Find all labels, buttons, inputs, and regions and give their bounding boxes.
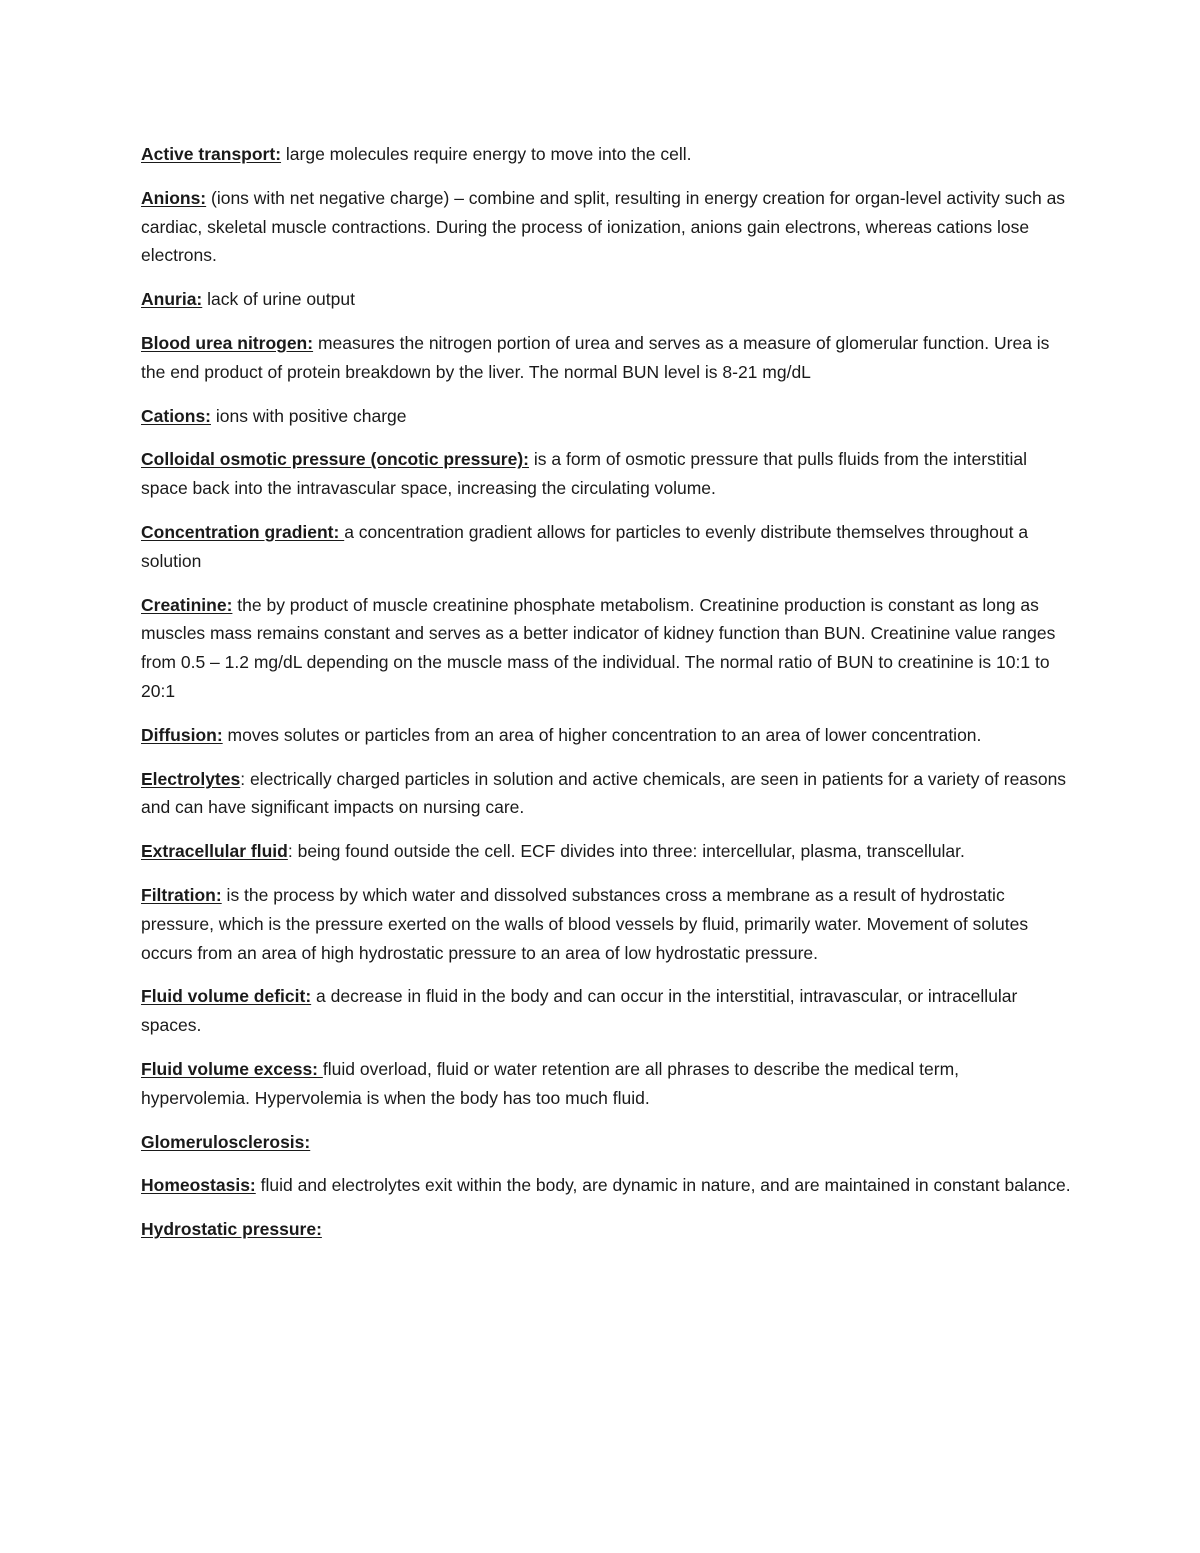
term-label: Glomerulosclerosis: bbox=[141, 1131, 311, 1152]
term-definition: is a form of osmotic pressure that pulls fluids from the interstitial space back into the intravascular space, increasing the circulating volume. bbox=[141, 449, 1027, 499]
term-label: Anuria: bbox=[141, 289, 203, 310]
term-definition: ions with positive charge bbox=[211, 405, 407, 426]
term-definition: fluid and electrolytes exit within the body, are dynamic in nature, and are maintained in constant balance. bbox=[255, 1175, 1071, 1196]
term-definition: measures the nitrogen portion of urea and serves as a measure of glomerular function. Urea is the end product of protein breakdown by the liver. The normal BUN level is 8-21 mg/dL bbox=[141, 332, 1050, 382]
term-label: Concentration gradient: bbox=[141, 521, 345, 542]
term-definition: a concentration gradient allows for particles to evenly distribute themselves throughout a solution bbox=[141, 521, 1029, 571]
term-definition: (ions with net negative charge) – combine and split, resulting in energy creation for organ-level activity such as cardiac, skeletal muscle contractions. During the process of ionization, anions gain electrons, whereas cations lose electrons. bbox=[141, 187, 1066, 266]
document-page bbox=[141, 140, 1071, 1259]
term-label: Active transport: bbox=[141, 144, 282, 164]
term-label: Cations: bbox=[141, 405, 211, 426]
term-label: Homeostasis: bbox=[141, 1175, 256, 1196]
glossary-entry-glomerulosclerosis bbox=[141, 1128, 1071, 1157]
term-definition: : electrically charged particles in solution and active chemicals, are seen in patients for a variety of reasons and can have significant impacts on nursing care. bbox=[141, 768, 1067, 818]
glossary-entry-fluid-volume-deficit bbox=[141, 982, 1071, 1040]
glossary-entry-creatinine bbox=[141, 591, 1071, 706]
term-label: Anions: bbox=[141, 187, 207, 208]
glossary-entry-active-transport bbox=[141, 140, 1071, 169]
term-definition: fluid overload, fluid or water retention are all phrases to describe the medical term, hypervolemia. Hypervolemia is when the body has too much fluid. bbox=[141, 1058, 960, 1108]
term-label: Creatinine: bbox=[141, 594, 233, 615]
glossary-entry-diffusion bbox=[141, 721, 1071, 750]
term-definition: lack of urine output bbox=[202, 289, 355, 310]
term-label: Hydrostatic pressure: bbox=[141, 1219, 322, 1240]
term-label: Diffusion: bbox=[141, 724, 223, 745]
glossary-entry-fluid-volume-excess bbox=[141, 1055, 1071, 1113]
glossary-entry-colloidal-osmotic-pressure bbox=[141, 445, 1071, 503]
term-definition: : being found outside the cell. ECF divides into three: intercellular, plasma, transcellular. bbox=[287, 841, 965, 862]
term-label: Fluid volume excess: bbox=[141, 1058, 323, 1079]
glossary-entry-electrolytes bbox=[141, 765, 1071, 823]
term-label: Blood urea nitrogen: bbox=[141, 332, 314, 353]
term-label: Fluid volume deficit: bbox=[141, 986, 312, 1007]
glossary-entry-homeostasis bbox=[141, 1171, 1071, 1200]
glossary-entry-cations bbox=[141, 402, 1071, 431]
glossary-entry-concentration-gradient bbox=[141, 518, 1071, 576]
term-label: Electrolytes bbox=[141, 768, 241, 789]
glossary-entry-blood-urea-nitrogen bbox=[141, 329, 1071, 387]
term-label: Extracellular fluid bbox=[141, 841, 288, 862]
term-definition: large molecules require energy to move into the cell. bbox=[281, 144, 692, 164]
term-definition: is the process by which water and dissolved substances cross a membrane as a result of hydrostatic pressure, which is the pressure exerted on the walls of blood vessels by fluid, primarily water. Movement of solutes occurs from an area of high hydrostatic pressure to an area of low hydrostatic pressure. bbox=[141, 884, 1029, 963]
glossary-entry-anuria bbox=[141, 285, 1071, 314]
glossary-entry-anions bbox=[141, 184, 1071, 270]
term-definition: the by product of muscle creatinine phosphate metabolism. Creatinine production is constant as long as muscles mass remains constant and serves as a better indicator of kidney function than BUN. Creatinine value ranges from 0.5 – 1.2 mg/dL depending on the muscle mass of the individual. The normal ratio of BUN to creatinine is 10:1 to 20:1 bbox=[141, 594, 1056, 701]
glossary-entry-hydrostatic-pressure bbox=[141, 1215, 1071, 1244]
glossary-entry-extracellular-fluid bbox=[141, 837, 1071, 866]
term-definition: moves solutes or particles from an area of higher concentration to an area of lower concentration. bbox=[222, 724, 982, 745]
term-definition: a decrease in fluid in the body and can occur in the interstitial, intravascular, or intracellular spaces. bbox=[141, 986, 1018, 1036]
term-label: Colloidal osmotic pressure (oncotic pressure): bbox=[141, 449, 529, 470]
glossary-entry-filtration bbox=[141, 881, 1071, 967]
term-label: Filtration: bbox=[141, 884, 222, 905]
